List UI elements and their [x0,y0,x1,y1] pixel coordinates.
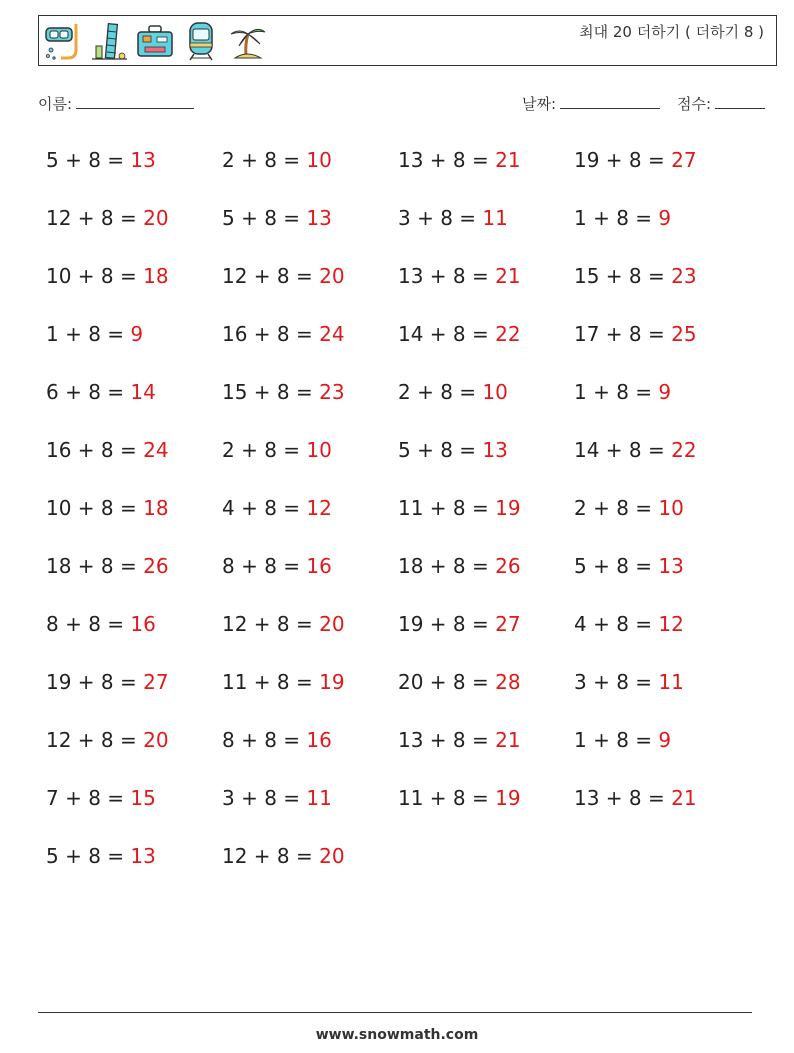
problem-question: 2 + 8 = [398,380,483,404]
problem-question: 4 + 8 = [222,496,307,520]
problem-item [574,200,671,236]
problem-answer: 21 [495,728,521,752]
snorkel-mask-icon [43,20,83,62]
problem-answer: 19 [495,786,521,810]
problem-item [574,780,697,816]
problem-answer: 23 [319,380,345,404]
problem-item [46,374,156,410]
palm-island-icon [227,20,267,62]
problem-item [222,200,332,236]
leaning-tower-icon [89,20,129,62]
problem-question: 2 + 8 = [222,148,307,172]
problem-question: 3 + 8 = [398,206,483,230]
problem-item [574,490,684,526]
problem-item [574,432,697,468]
problem-item [398,606,521,642]
problem-item [222,664,345,700]
problem-question: 5 + 8 = [46,148,131,172]
problem-answer: 13 [130,844,156,868]
problem-item [222,722,332,758]
problem-answer: 27 [671,148,697,172]
problem-question: 3 + 8 = [574,670,659,694]
problem-question: 1 + 8 = [574,728,659,752]
problem-item [398,664,521,700]
problem-answer: 10 [482,380,508,404]
problem-answer: 18 [143,496,169,520]
problem-question: 2 + 8 = [222,438,307,462]
problem-answer: 21 [495,264,521,288]
problem-item [46,606,156,642]
problem-item [574,606,684,642]
problem-question: 12 + 8 = [46,728,144,752]
problem-answer: 9 [658,206,672,230]
problem-question: 15 + 8 = [574,264,672,288]
problem-item [222,606,345,642]
problem-answer: 9 [658,380,672,404]
problem-item [222,780,332,816]
problem-answer: 16 [306,554,332,578]
date-field [522,93,660,114]
problem-answer: 10 [306,148,332,172]
name-label: 이름: [38,95,73,113]
problem-answer: 26 [143,554,169,578]
problem-question: 12 + 8 = [46,206,144,230]
problem-item [222,490,332,526]
problem-item [574,374,671,410]
problem-item [46,780,156,816]
problem-question: 12 + 8 = [222,264,320,288]
problem-question: 5 + 8 = [222,206,307,230]
problem-answer: 21 [671,786,697,810]
problem-answer: 22 [671,438,697,462]
problem-item [46,258,169,294]
problem-question: 7 + 8 = [46,786,131,810]
problem-item [222,142,332,178]
problem-item [46,722,169,758]
problem-answer: 12 [306,496,332,520]
problem-answer: 13 [482,438,508,462]
problem-item [46,490,169,526]
problem-answer: 23 [671,264,697,288]
problem-item [398,432,508,468]
problem-question: 19 + 8 = [46,670,144,694]
problem-question: 5 + 8 = [398,438,483,462]
problem-answer: 16 [306,728,332,752]
problem-answer: 16 [130,612,156,636]
problem-question: 1 + 8 = [574,206,659,230]
problem-answer: 9 [130,322,144,346]
problem-question: 12 + 8 = [222,612,320,636]
footer-url: www.snowmath.com [315,1027,479,1043]
problem-question: 6 + 8 = [46,380,131,404]
problem-question: 10 + 8 = [46,496,144,520]
problem-question: 20 + 8 = [398,670,496,694]
problem-question: 13 + 8 = [398,728,496,752]
problem-question: 11 + 8 = [398,786,496,810]
problem-item [46,548,169,584]
problem-answer: 9 [658,728,672,752]
problem-answer: 22 [495,322,521,346]
problem-answer: 20 [319,264,345,288]
problem-item [222,374,345,410]
problem-answer: 13 [306,206,332,230]
problem-answer: 28 [495,670,521,694]
name-field [38,93,194,114]
problem-item [398,780,521,816]
problem-question: 3 + 8 = [222,786,307,810]
problem-item [574,142,697,178]
problem-item [398,490,521,526]
problem-item [398,722,521,758]
problem-question: 14 + 8 = [398,322,496,346]
problem-item [46,432,169,468]
problem-answer: 15 [130,786,156,810]
problem-question: 1 + 8 = [46,322,131,346]
header-icons [43,20,267,64]
problem-item [398,374,508,410]
problem-answer: 19 [319,670,345,694]
problem-question: 18 + 8 = [46,554,144,578]
problem-question: 14 + 8 = [574,438,672,462]
problem-item [222,548,332,584]
problem-answer: 13 [658,554,684,578]
problem-item [398,142,521,178]
problem-question: 5 + 8 = [574,554,659,578]
problem-question: 5 + 8 = [46,844,131,868]
problem-item [398,548,521,584]
problem-answer: 12 [658,612,684,636]
problem-question: 16 + 8 = [222,322,320,346]
problem-question: 17 + 8 = [574,322,672,346]
problem-item [46,142,156,178]
problem-answer: 25 [671,322,697,346]
problem-question: 11 + 8 = [222,670,320,694]
problem-item [574,316,697,352]
problem-question: 19 + 8 = [398,612,496,636]
problem-answer: 26 [495,554,521,578]
problem-item [574,258,697,294]
problem-item [46,838,156,874]
problem-question: 18 + 8 = [398,554,496,578]
problem-answer: 20 [319,844,345,868]
problem-item [222,838,345,874]
train-icon [181,20,221,62]
problem-item [222,258,345,294]
problem-question: 13 + 8 = [574,786,672,810]
problem-answer: 19 [495,496,521,520]
problem-answer: 24 [319,322,345,346]
problem-item [46,664,169,700]
suitcase-icon [135,20,175,62]
problem-item [574,722,671,758]
problem-item [398,316,521,352]
problem-answer: 18 [143,264,169,288]
score-blank[interactable] [715,94,765,109]
problem-question: 19 + 8 = [574,148,672,172]
problem-question: 1 + 8 = [574,380,659,404]
problem-item [46,316,143,352]
problem-item [398,258,521,294]
problem-question: 2 + 8 = [574,496,659,520]
problem-answer: 10 [658,496,684,520]
worksheet-header [38,15,777,66]
score-field [677,93,765,114]
problem-answer: 20 [143,206,169,230]
date-label: 날짜: [522,95,557,113]
problem-answer: 21 [495,148,521,172]
problem-answer: 13 [130,148,156,172]
problem-answer: 11 [482,206,508,230]
worksheet-title: 최대 20 더하기 ( 더하기 8 ) [579,23,764,41]
problem-item [222,432,332,468]
problem-item [398,200,508,236]
date-blank[interactable] [560,94,660,109]
problem-question: 16 + 8 = [46,438,144,462]
problem-answer: 24 [143,438,169,462]
problem-item [222,316,345,352]
problem-answer: 11 [658,670,684,694]
problem-answer: 27 [495,612,521,636]
name-blank[interactable] [76,94,194,109]
problem-question: 8 + 8 = [46,612,131,636]
problem-question: 10 + 8 = [46,264,144,288]
problem-item [46,200,169,236]
problem-question: 4 + 8 = [574,612,659,636]
problem-answer: 20 [143,728,169,752]
problem-answer: 14 [130,380,156,404]
problem-item [574,548,684,584]
problem-answer: 11 [306,786,332,810]
problem-question: 8 + 8 = [222,554,307,578]
problem-question: 11 + 8 = [398,496,496,520]
problem-item [574,664,684,700]
score-label: 점수: [677,95,712,113]
problem-answer: 10 [306,438,332,462]
footer-divider [38,1012,752,1013]
problem-question: 15 + 8 = [222,380,320,404]
problem-question: 8 + 8 = [222,728,307,752]
problem-question: 12 + 8 = [222,844,320,868]
problem-question: 13 + 8 = [398,264,496,288]
problem-answer: 27 [143,670,169,694]
problem-answer: 20 [319,612,345,636]
problem-question: 13 + 8 = [398,148,496,172]
